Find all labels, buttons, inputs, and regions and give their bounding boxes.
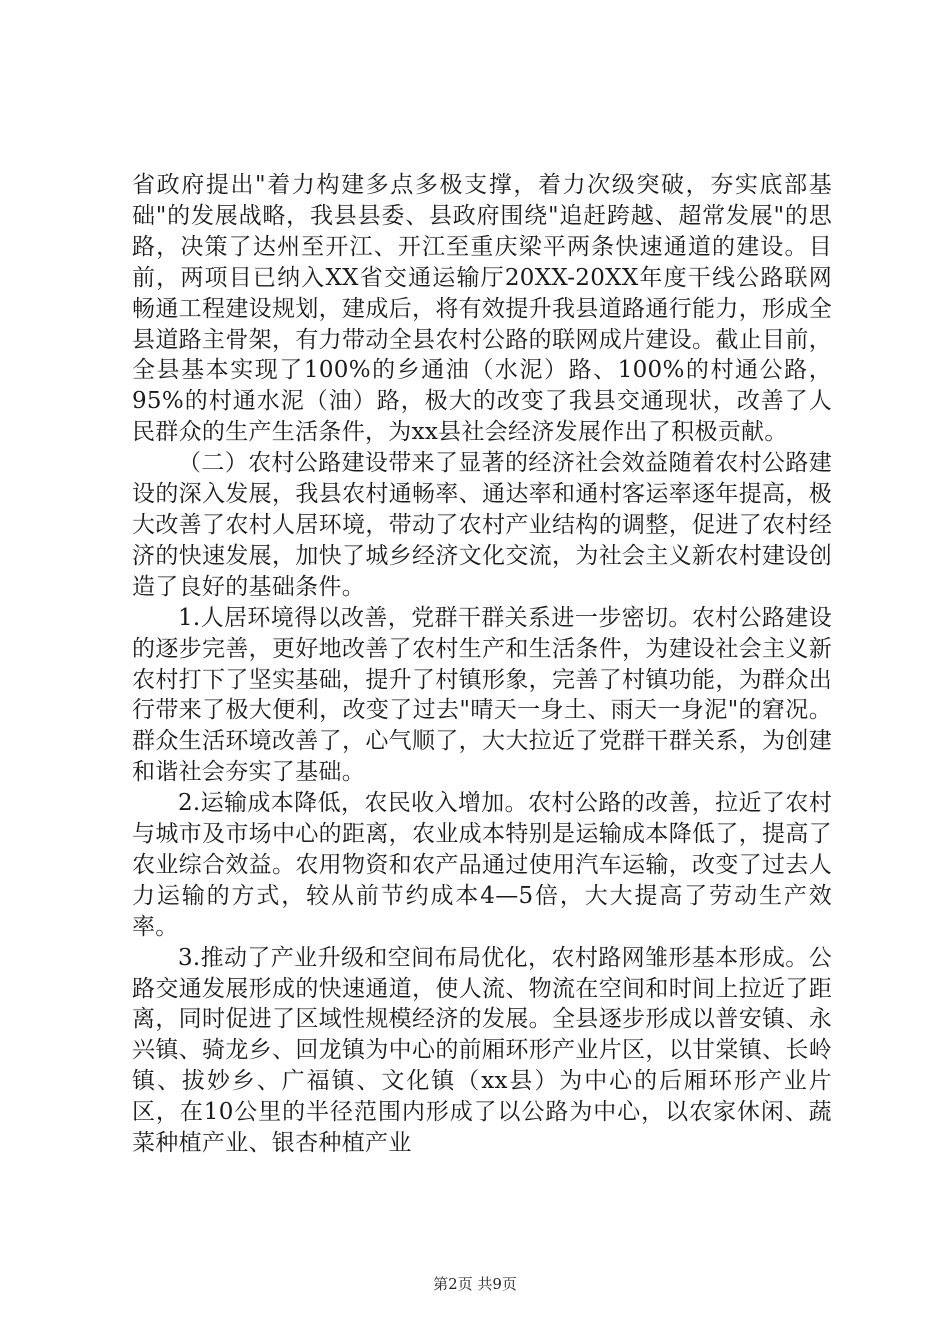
page-number-footer: 第2页 共9页 <box>433 1275 517 1293</box>
paragraph-2: （二）农村公路建设带来了显著的经济社会效益随着农村公路建设的深入发展，我县农村通畅率、通达率和通村客运率逐年提高，极大改善了农村人居环境，带动了农村产业结构的调整，促进了农村经济的快速发展，加快了城乡经济文化交流，为社会主义新农村建设创造了良好的基础条件。 <box>132 450 832 600</box>
paragraph-3: 1.人居环境得以改善，党群干群关系进一步密切。农村公路建设的逐步完善，更好地改善了农村生产和生活条件，为建设社会主义新农村打下了坚实基础，提升了村镇形象，完善了村镇功能，为群众出行带来了极大便利，改变了过去"晴天一身土、雨天一身泥"的窘况。群众生活环境改善了，心气顺了，大大拉近了党群干群关系，为创建和谐社会夯实了基础。 <box>132 604 832 786</box>
paragraph-1: 省政府提出"着力构建多点多极支撑，着力次级突破，夯实底部基础"的发展战略，我县县委、县政府围绕"追赶跨越、超常发展"的思路，决策了达州至开江、开江至重庆梁平两条快速通道的建设。目前，两项目已纳入XX省交通运输厅20XX-20XX年度干线公路联网畅通工程建设规划，建成后，将有效提升我县道路通行能力，形成全县道路主骨架，有力带动全县农村公路的联网成片建设。截止目前，全县基本实现了100%的乡通油（水泥）路、100%的村通公路，95%的村通水泥（油）路，极大的改变了我县交通现状，改善了人民群众的生产生活条件，为xx县社会经济发展作出了积极贡献。 <box>132 172 832 446</box>
paragraph-4: 2.运输成本降低，农民收入增加。农村公路的改善，拉近了农村与城市及市场中心的距离，农业成本特别是运输成本降低了，提高了农业综合效益。农用物资和农产品通过使用汽车运输，改变了过去人力运输的方式，较从前节约成本4—5倍，大大提高了劳动生产效率。 <box>132 790 832 940</box>
paragraph-5: 3.推动了产业升级和空间布局优化，农村路网雏形基本形成。公路交通发展形成的快速通道，使人流、物流在空间和时间上拉近了距离，同时促进了区域性规模经济的发展。全县逐步形成以普安镇、永兴镇、骑龙乡、回龙镇为中心的前厢环形产业片区，以甘棠镇、长岭镇、拔妙乡、广福镇、文化镇（xx县）为中心的后厢环形产业片区，在10公里的半径范围内形成了以公路为中心，以农家休闲、蔬菜种植产业、银杏种植产业 <box>132 944 832 1157</box>
document-body <box>132 170 832 1159</box>
